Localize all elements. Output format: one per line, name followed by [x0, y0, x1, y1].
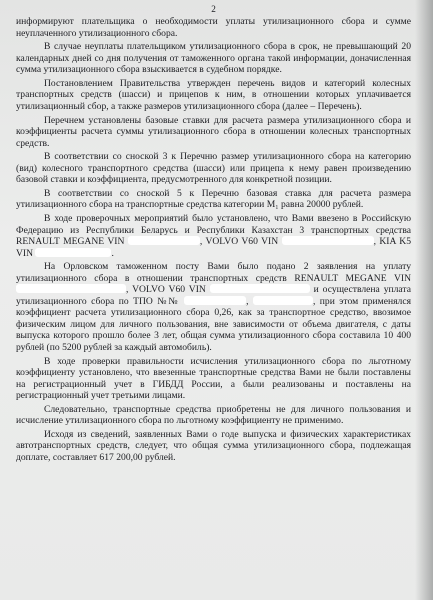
redacted-vin	[282, 236, 374, 245]
paragraph-conclusion: Следовательно, транспортные средства приобретены не для личного пользования и исчисление утилизационного сбора по льготному коэффициенту не применимо.	[16, 403, 411, 427]
paragraph-verification-result: В ходе проверки правильности исчисления утилизационного сбора по льготному коэффициенту установлено, что ввезенные транспортные средства Вами не были поставлены на регистрационный учет в ГИБДД России, а были реализованы и поставлены на регистрационный учет третьими лицами.	[16, 355, 411, 401]
paragraph-base-rates: Перечнем установлены базовые ставки для расчета размера утилизационного сбора и коэффициенты расчета суммы утилизационного сбора в отношении колесных транспортных средств.	[16, 114, 411, 149]
text-segment: , при этом применялся коэффициент расчета утилизационного сбора 0,26, как за транспортное средство, ввозимое физическим лицом для личного пользования, вне зависимости от объема двигателя, с даты выпуска которого прошло более 3 лет, общая сумма утилизационного сбора составила 10 400 рублей (по 5200 рублей за каждый автомобиль).	[16, 295, 412, 353]
text-segment: ,	[246, 295, 249, 307]
text-segment: и осуществлена уплата утилизационного сбора по ТПО №№	[16, 284, 411, 307]
paragraph-government-decree: Постановлением Правительства утвержден перечень видов и категорий колесных транспортных средств (шасси) и прицепов к ним, в отношении которых уплачивается утилизационный сбор, а также размеров утилизационного сбора (далее – Перечень).	[16, 77, 411, 112]
text-segment: , VOLVO V60 VIN	[199, 236, 279, 248]
text-segment: .	[111, 247, 114, 259]
paragraph-footnote-5: В соответствии со сноской 5 к Перечню базовая ставка для расчета размера утилизационного сбора на транспортные средства категории M₁ равна 20000 рублей.	[16, 187, 411, 211]
redacted-vin	[128, 236, 200, 245]
redacted-tpo-number	[184, 295, 249, 307]
redacted-tpo-number	[253, 296, 313, 305]
page-number: 2	[211, 4, 216, 14]
paragraph-imported-vehicles	[16, 213, 411, 259]
text-segment: , VOLVO V60 VIN	[126, 284, 206, 296]
paragraph-footnote-3: В соответствии со сноской 3 к Перечню размер утилизационного сбора на категорию (вид) колесного транспортного средства (шасси) или прицепа к нему равен произведению базовой ставки и коэффициента, предусмотренного для конкретной позиции.	[16, 151, 411, 186]
text-segment: В ходе проверочных мероприятий было установлено, что Вами ввезено в Российскую Федерацию из Республики Беларусь и Республики Казахстан 3 транспортных средства RENAULT MEGANE VIN	[16, 213, 411, 248]
redacted-vin	[35, 247, 114, 259]
paragraph-total-amount: Исходя из сведений, заявленных Вами о годе выпуска и физических характеристиках автотранспортных средств, следует, что общая сумма утилизационного сбора, подлежащая доплате, составляет 617 200,00 рублей.	[16, 428, 411, 463]
paragraph-orel-customs-post	[16, 261, 411, 353]
paragraph-notice-continuation: информируют плательщика о необходимости уплаты утилизационного сбора и сумме неуплаченного утилизационного сбора.	[16, 16, 411, 39]
redacted-vin	[16, 284, 126, 293]
redacted-vin	[210, 284, 310, 293]
text-segment: , KIA K5 VIN	[16, 236, 412, 259]
paragraph-non-payment: В случае неуплаты плательщиком утилизационного сбора в срок, не превышающий 20 календарных дней со дня получения от таможенного органа такой информации, доначисленная сумма утилизационного сбора взыскивается в судебном порядке.	[16, 41, 411, 76]
text-segment: На Орловском таможенном посту Вами было подано 2 заявления на уплату утилизационного сбора в отношении транспортных средств RENAULT MEGANE VIN	[16, 261, 411, 284]
